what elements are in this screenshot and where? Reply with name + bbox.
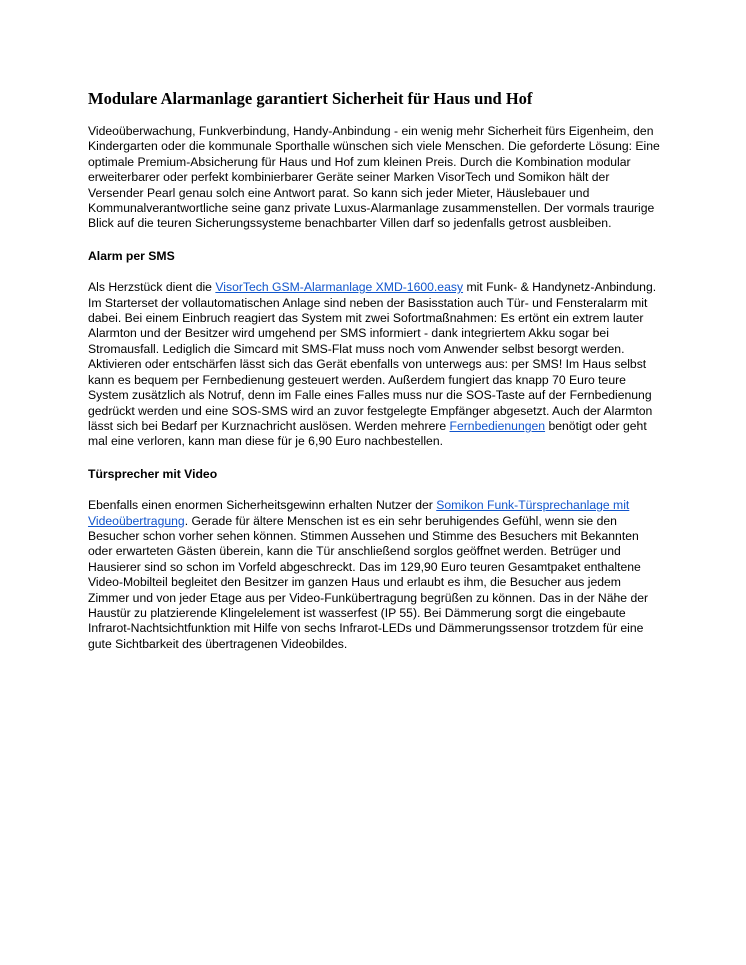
alarm-text-end: benötigt oder geht mal eine verloren, kann man diese für je 6,90 Euro nachbestellen. <box>88 418 647 449</box>
alarm-text-start: Als Herzstück dient die <box>88 280 216 295</box>
tuersprecher-text-start: Ebenfalls einen enormen Sicherheitsgewinn erhalten Nutzer der <box>88 498 437 513</box>
section-heading-alarm: Alarm per SMS <box>88 248 175 263</box>
alarm-paragraph <box>88 280 660 449</box>
fernbedienungen-link[interactable]: Fernbedienungen <box>449 418 546 433</box>
section-heading-tuersprecher: Türsprecher mit Video <box>88 466 218 481</box>
document-page <box>88 88 660 652</box>
somikon-tuersprechanlage-link[interactable]: Somikon Funk-Türsprechanlage mit Videoübertragung <box>88 498 630 528</box>
visortech-alarm-link[interactable]: VisorTech GSM-Alarmanlage XMD-1600.easy <box>215 280 464 295</box>
page-title: Modulare Alarmanlage garantiert Sicherheit für Haus und Hof <box>88 89 533 108</box>
alarm-text-middle: mit Funk- & Handynetz-Anbindung. Im Starterset der vollautomatischen Anlage sind neben der Basisstation auch Tür- und Fensteralarm mit dabei. Bei einem Einbruch reagiert das System mit zwei Sofortmaßnahmen: Es ertönt ein extrem lauter Alarmton und der Besitzer wird umgehend per SMS informiert - dank integriertem Akku sogar bei Stromausfall. Lediglich die Simcard mit SMS-Flat muss noch vom Anwender selbst besorgt werden. Aktivieren oder entschärfen lässt sich das Gerät ebenfalls von unterwegs aus: per SMS! Im Haus selbst kann es bequem per Fernbedienung gesteuert werden. Außerdem fungiert das knapp 70 Euro teure System zusätzlich als Notruf, denn im Falle eines Falles muss nur die SOS-Taste auf der Fernbedienung gedrückt werden und eine SOS-SMS wird an zuvor festgelegte Empfänger abgesetzt. Auch der Alarmton lässt sich bei Bedarf per Kurznachricht auslösen. Werden mehrere <box>88 280 657 433</box>
intro-paragraph: Videoüberwachung, Funkverbindung, Handy-Anbindung - ein wenig mehr Sicherheit fürs Eigenheim, den Kindergarten oder die kommunale Sporthalle wünschen sich viele Menschen. Die geforderte Lösung: Eine optimale Premium-Absicherung für Haus und Hof zum kleinen Preis. Durch die Kombination modular erweiterbarer oder perfekt kombinierbarer Geräte seiner Marken VisorTech und Somikon hält der Versender Pearl genau solch eine Antwort parat. So kann sich jeder Mieter, Häuslebauer und Kommunalverantwortliche seine ganz private Luxus-Alarmanlage zusammenstellen. Der vormals traurige Blick auf die teuren Sicherungssysteme benachbarter Villen darf so jedenfalls getrost ausbleiben. <box>88 124 660 231</box>
tuersprecher-paragraph <box>88 498 660 652</box>
tuersprecher-text-end: . Gerade für ältere Menschen ist es ein sehr beruhigendes Gefühl, wenn sie den Besucher schon vorher sehen können. Stimmen Aussehen und Stimme des Besuchers mit Bekannten oder erwarteten Gästen überein, kann die Tür anschließend sorglos geöffnet werden. Betrüger und Hausierer sind so schon im Vorfeld abgeschreckt. Das im 129,90 Euro teuren Gesamtpaket enthaltene Video-Mobilteil begleitet den Besitzer im ganzen Haus und erlaubt es ihm, die Besucher aus jedem Zimmer und von jeder Etage aus per Video-Funkübertragung begrüßen zu können. Das in der Nähe der Haustür zu platzierende Klingelelement ist wasserfest (IP 55). Bei Dämmerung sorgt die eingebaute Infrarot-Nachtsichtfunktion mit Hilfe von sechs Infrarot-LEDs und Dämmerungssensor trotzdem für eine gute Sichtbarkeit des übertragenen Videobildes. <box>88 513 649 651</box>
